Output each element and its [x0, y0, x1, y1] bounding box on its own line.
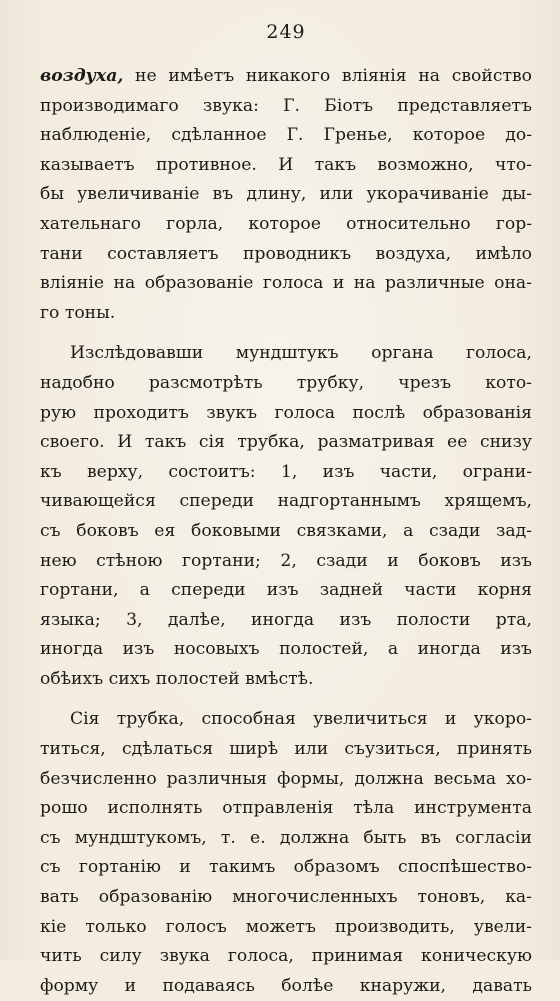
text-line: Изслѣдовавши мундштукъ органа голоса,: [70, 343, 532, 364]
text-line: рошо исполнять отправленія тѣла инструмента: [40, 798, 532, 819]
text-line: тани составляетъ проводникъ воздуха, имѣло: [40, 243, 532, 264]
text-line: надобно разсмотрѣть трубку, чрезъ кото-: [40, 372, 532, 393]
text-line: съ мундштукомъ, т. е. должна быть въ согласіи: [40, 827, 532, 848]
text-line: хательнаго горла, которое относительно гор-: [40, 213, 532, 234]
text-line: Сія трубка, способная увеличиться и укоро-: [70, 709, 532, 730]
text-line: [40, 62, 532, 92]
text-line: кіе только голосъ можетъ производить, увели-: [40, 916, 532, 937]
text-line: рую проходитъ звукъ голоса послѣ образованія: [40, 402, 532, 423]
text-line: производимаго звука: Г. Біотъ представляетъ: [40, 95, 532, 116]
text-line: безчисленно различныя формы, должна весьма хо-: [40, 768, 532, 789]
text-line: казываетъ противное. И такъ возможно, что-: [40, 154, 532, 175]
page-number: 249: [266, 21, 306, 43]
text-line: обѣихъ сихъ полостей вмѣстѣ.: [40, 668, 314, 689]
text-line: съ боковъ ея боковыми связками, а сзади зад-: [40, 520, 532, 541]
text-line: форму и подаваясь болѣе кнаружи, давать: [40, 975, 532, 996]
text-line: бы увеличиваніе въ длину, или укорачиваніе ды-: [40, 184, 532, 205]
text-line: нею стѣною гортани; 2, сзади и боковъ изъ: [40, 550, 532, 571]
text-line: титься, сдѣлаться ширѣ или съузиться, принять: [40, 739, 532, 760]
text-line: вать образованію многочисленныхъ тоновъ, ка-: [40, 887, 532, 908]
paragraph-2: [40, 339, 532, 694]
text-line: го тоны.: [40, 302, 116, 323]
text-line: къ верху, состоитъ: 1, изъ части, ограни-: [40, 461, 532, 482]
text-line: своего. И такъ сія трубка, разматривая ее снизу: [40, 432, 532, 453]
paragraph-1: [40, 62, 532, 328]
text-line: иногда изъ носовыхъ полостей, а иногда изъ: [40, 639, 532, 660]
emphasized-word: воздуха,: [40, 66, 124, 86]
text-line: гортани, а спереди изъ задней части корня: [40, 580, 532, 601]
text-line: языка; 3, далѣе, иногда изъ полости рта,: [40, 609, 532, 630]
text-line: съ гортанію и такимъ образомъ споспѣшество-: [40, 857, 532, 878]
text-line: чивающейся спереди надгортаннымъ хрящемъ,: [40, 491, 532, 512]
text-line: наблюденіе, сдѣланное Г. Гренье, которое до-: [40, 125, 532, 146]
text-line: вліяніе на образованіе голоса и на различные она-: [40, 273, 532, 294]
line-text: не имѣетъ никакого вліянія на свойство: [135, 66, 532, 86]
text-line: чить силу звука голоса, принимая коническую: [40, 946, 532, 967]
paragraph-3: [40, 705, 532, 1001]
